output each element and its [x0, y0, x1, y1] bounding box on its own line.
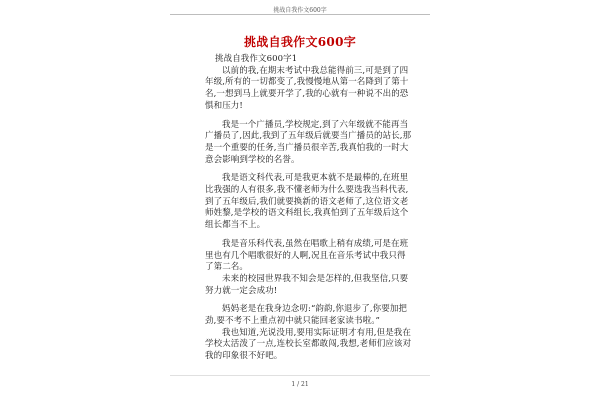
header-divider [170, 14, 430, 15]
essay-subtitle: 挑战自我作文600字1 [215, 54, 298, 64]
footer-divider [170, 375, 430, 376]
essay-paragraph-2: 我是一个广播员,学校规定,到了六年级就不能再当广播员了,因此,我到了五年级后就要当广播员的站长,那是一个重要的任务,当广播员很辛苦,我真怕我的一时大意会影响到学校的名誉。 [205, 119, 412, 165]
essay-body [205, 54, 413, 363]
essay-paragraph-7: 我也知道,光说没用,要用实际证明才有用,但是我在学校太活泼了一点,连校长室都敢闯,我想,老师们应该对我的印象很不好吧。 [205, 327, 412, 362]
essay-paragraph-5: 未来的校园世界我不知会是怎样的,但我坚信,只要努力就一定会成功! [205, 273, 409, 296]
essay-paragraph-3: 我是语文科代表,可是我更本就不是最棒的,在班里比我强的人有很多,我不懂老师为什么要选我当科代表,到了五年级后,我们就要换新的语文老师了,这位语文老师姓黎,是学校的语文科组长,我真怕到了五年级后这个组长都当不上。 [205, 173, 409, 231]
running-header: 挑战自我作文600字 [273, 7, 327, 14]
essay-paragraph-4: 我是音乐科代表,虽然在唱歌上稍有成绩,可是在班里也有几个唱歌很好的人啊,况且在音乐考试中我只得了第二名。 [205, 238, 409, 273]
essay-paragraph-1: 以前的我,在期末考试中我总能得前三,可是到了四年级,所有的一切都变了,我慢慢地从第一名降到了第十名,一想到马上就要开学了,我的心就有一种说不出的恐惧和压力! [205, 65, 409, 111]
document-title: 挑战自我作文600字 [243, 35, 357, 49]
essay-paragraph-6: 妈妈老是在我身边念叨:“韵韵,你退步了,你要加把劲,要不考不上重点初中就只能回老家读书啦。” [205, 304, 408, 327]
page-number: 1 / 21 [291, 381, 309, 388]
